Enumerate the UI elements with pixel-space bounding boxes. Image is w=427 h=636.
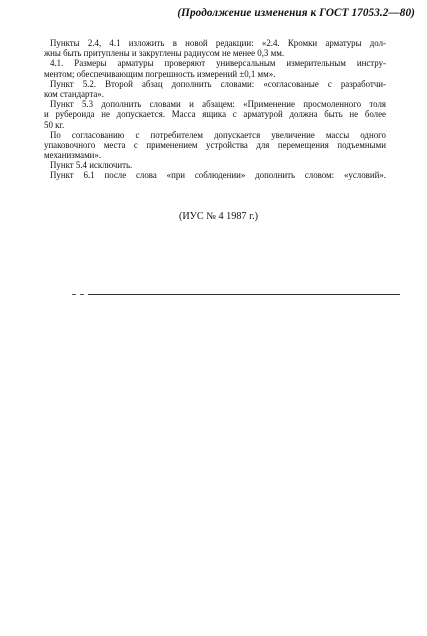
- source-reference: (ИУС № 4 1987 г.): [178, 211, 259, 222]
- continuation-header: (Продолжение изменения к ГОСТ 17053.2—80): [177, 7, 415, 19]
- paragraph-line: Пункты 2.4, 4.1 изложить в новой редакции: «2.4. Кромки арматуры дол-: [50, 38, 386, 48]
- paragraph-line: Пункт 5.2. Второй абзац дополнить словами: «согласованые с разработчи-: [50, 78, 386, 89]
- separator-dot: [72, 294, 76, 295]
- paragraph-line: 4.1. Размеры арматуры проверяют универсальным измерительным инстру-: [50, 58, 386, 69]
- separator-rule: [88, 294, 400, 295]
- separator-dot: [80, 294, 84, 295]
- paragraph-line: ком стандарта».: [44, 88, 104, 99]
- paragraph-line: По согласованию с потребителем допускается увеличение массы одного: [50, 129, 386, 140]
- paragraph-line: 50 кг.: [44, 119, 65, 130]
- document-body: [44, 38, 386, 181]
- paragraph-line: механизмами».: [44, 150, 102, 161]
- paragraph-line: Пункт 5.4 исключить.: [50, 160, 133, 171]
- paragraph-line: ментом; обеспечивающим погрешность измерений ±0,1 мм».: [44, 68, 276, 79]
- paragraph-line: упаковочного места с применением устройства для перемещения подъемными: [44, 139, 386, 150]
- paragraph-line: Пункт 6.1 после слова «при соблюдении» дополнить словом: «условий».: [50, 170, 386, 181]
- paragraph-line: жны быть притуплены и закруглены радиусом не менее 0,3 мм.: [44, 48, 285, 59]
- paragraph-line: Пункт 5.3 дополнить словами и абзацем: «Применение просмоленного толя: [50, 99, 386, 110]
- paragraph-line: и рубероида не допускается. Масса ящика с арматурой должна быть не более: [44, 109, 386, 120]
